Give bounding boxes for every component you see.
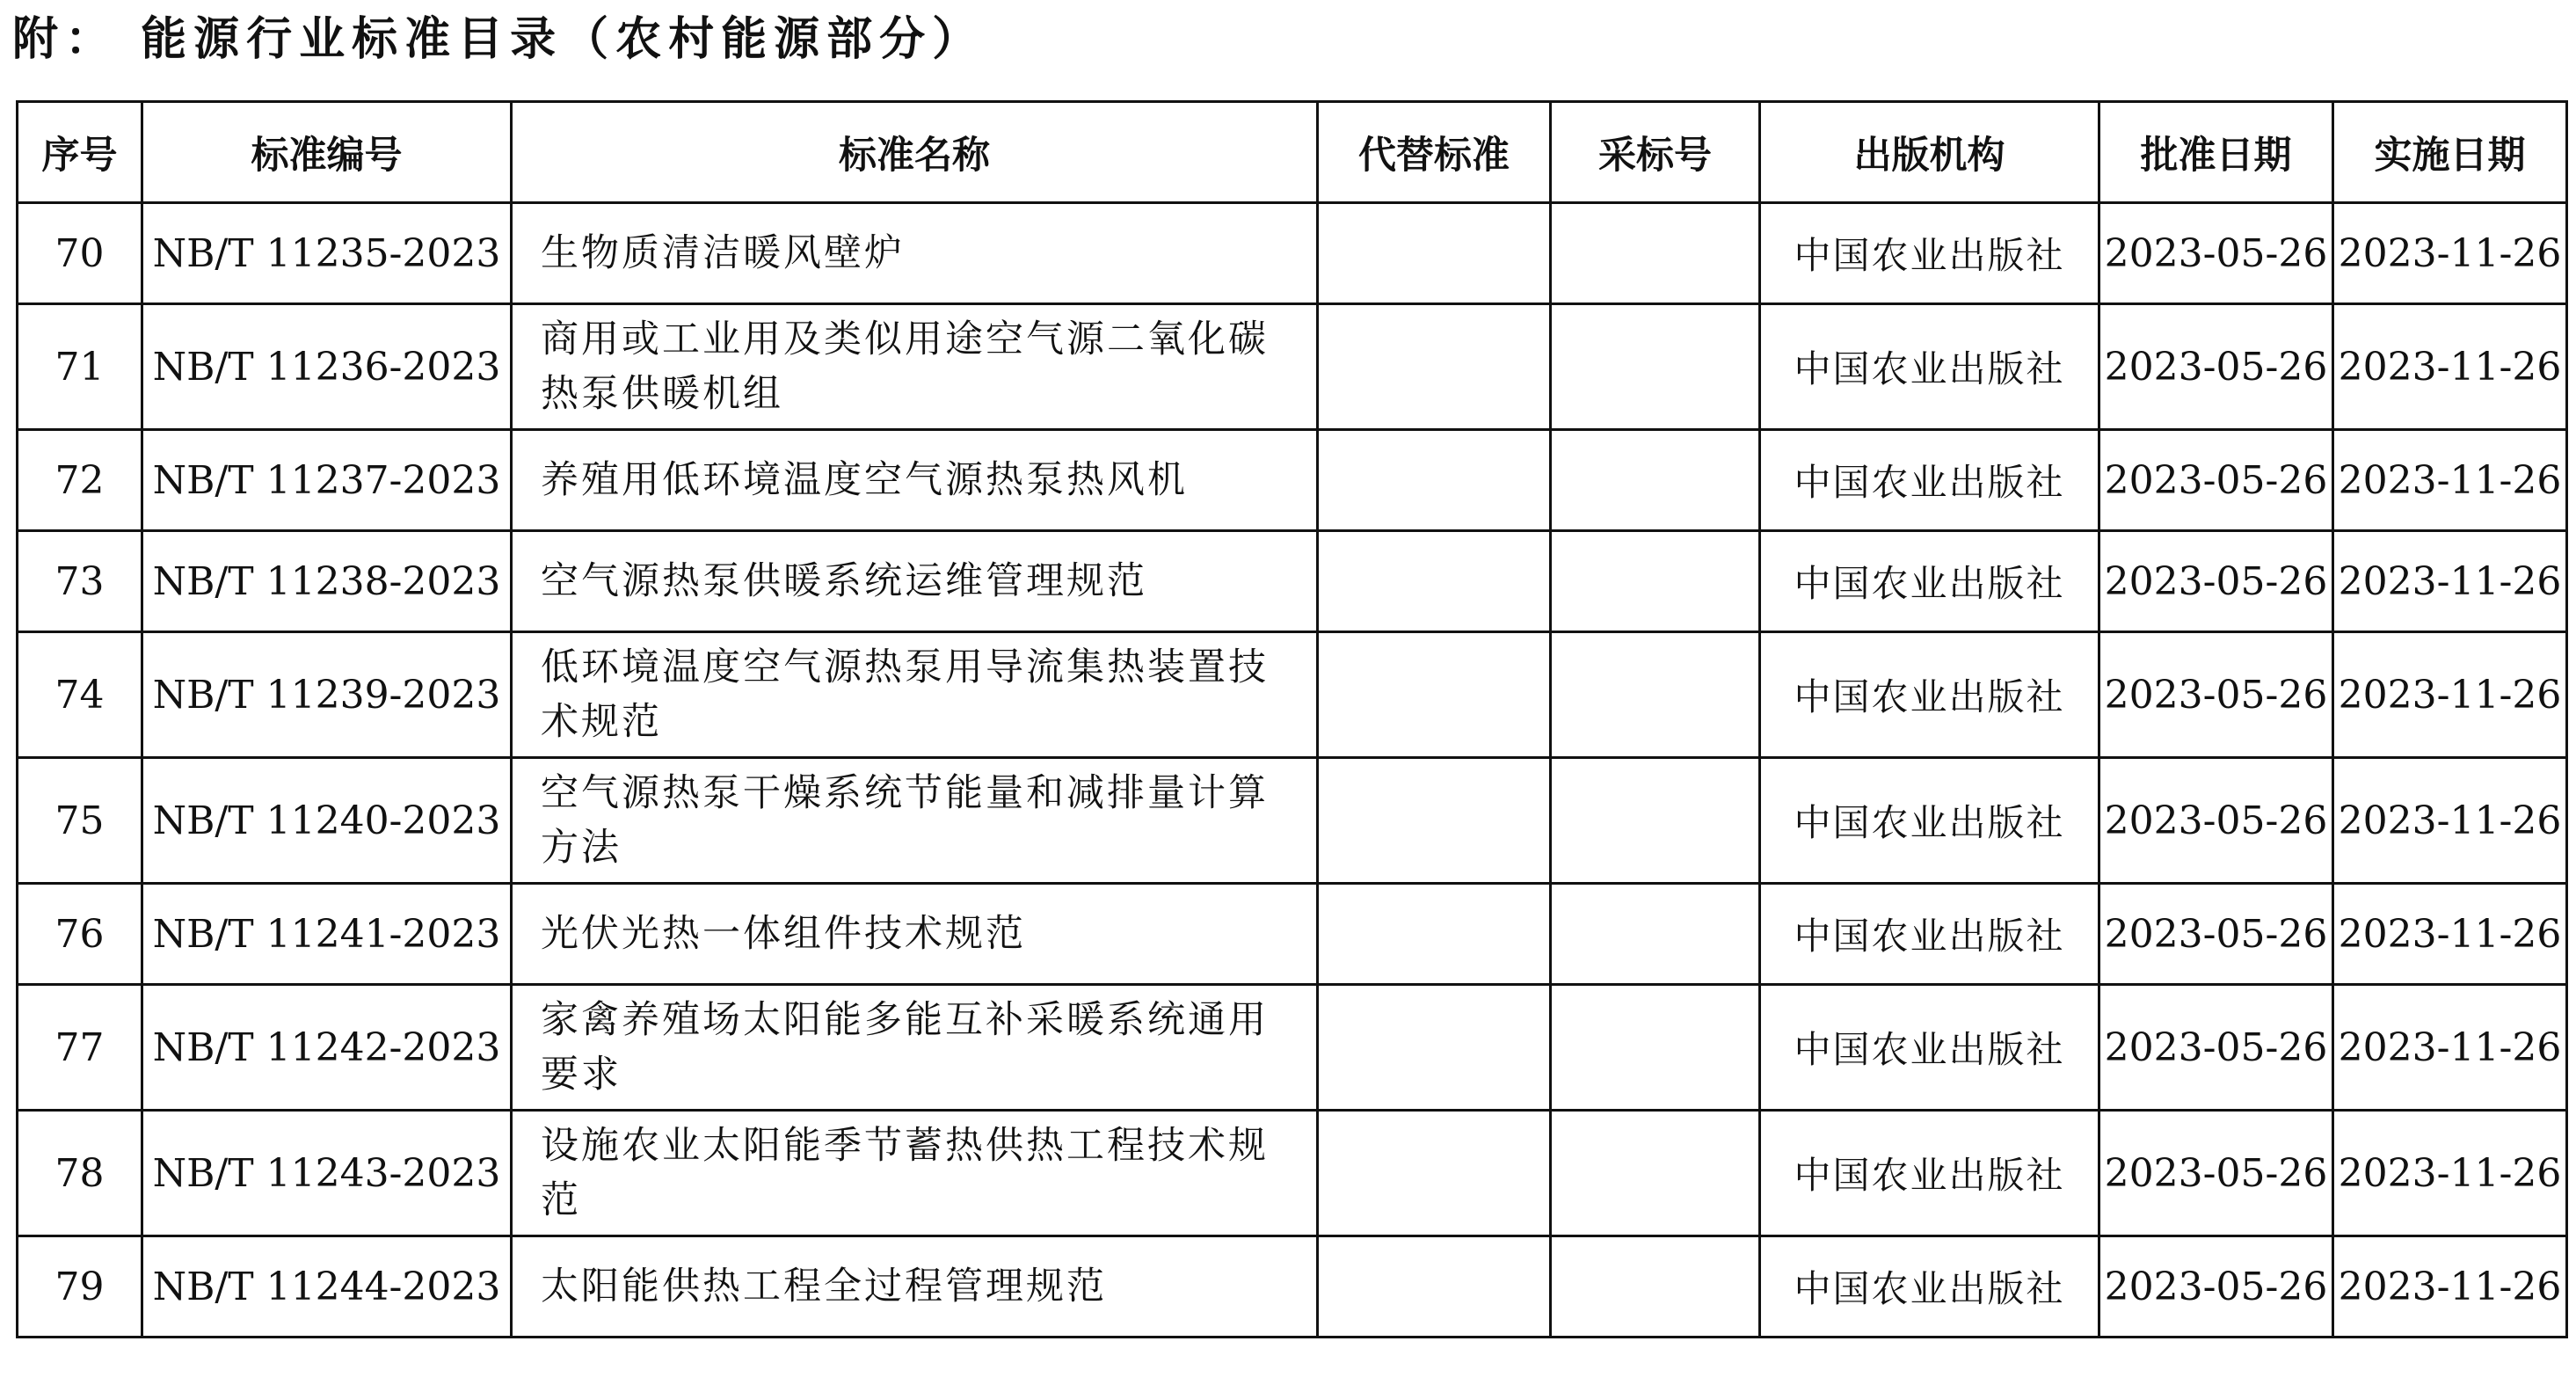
cell-standard-code: NB/T 11239-2023 [142, 632, 512, 758]
cell-publisher: 中国农业出版社 [1760, 985, 2099, 1111]
cell-effective-date: 2023-11-26 [2333, 203, 2567, 304]
cell-standard-code: NB/T 11243-2023 [142, 1111, 512, 1236]
table-row [18, 304, 2567, 430]
cell-adopted-no [1551, 884, 1760, 985]
cell-effective-date: 2023-11-26 [2333, 985, 2567, 1111]
cell-serial-no: 73 [18, 531, 142, 632]
cell-adopted-no [1551, 985, 1760, 1111]
cell-effective-date: 2023-11-26 [2333, 1236, 2567, 1338]
cell-adopted-no [1551, 430, 1760, 531]
cell-standard-name: 家禽养殖场太阳能多能互补采暖系统通用要求 [512, 985, 1318, 1111]
header-effective-date: 实施日期 [2333, 102, 2567, 203]
header-approval-date: 批准日期 [2099, 102, 2333, 203]
cell-replaces [1318, 632, 1551, 758]
header-replaces: 代替标准 [1318, 102, 1551, 203]
page-title: 附： 能源行业标准目录（农村能源部分） [12, 13, 986, 66]
cell-effective-date: 2023-11-26 [2333, 430, 2567, 531]
cell-replaces [1318, 985, 1551, 1111]
cell-standard-name: 太阳能供热工程全过程管理规范 [512, 1236, 1318, 1338]
cell-publisher: 中国农业出版社 [1760, 758, 2099, 884]
cell-standard-code: NB/T 11242-2023 [142, 985, 512, 1111]
cell-standard-code: NB/T 11238-2023 [142, 531, 512, 632]
cell-standard-code: NB/T 11235-2023 [142, 203, 512, 304]
header-adopted-no: 采标号 [1551, 102, 1760, 203]
cell-standard-code: NB/T 11236-2023 [142, 304, 512, 430]
header-serial-no: 序号 [18, 102, 142, 203]
table-row [18, 985, 2567, 1111]
cell-replaces [1318, 430, 1551, 531]
table-row [18, 632, 2567, 758]
cell-standard-name: 设施农业太阳能季节蓄热供热工程技术规范 [512, 1111, 1318, 1236]
table-row [18, 203, 2567, 304]
table-row [18, 1236, 2567, 1338]
cell-standard-code: NB/T 11241-2023 [142, 884, 512, 985]
header-publisher: 出版机构 [1760, 102, 2099, 203]
cell-approval-date: 2023-05-26 [2099, 203, 2333, 304]
table-row [18, 430, 2567, 531]
cell-publisher: 中国农业出版社 [1760, 884, 2099, 985]
cell-approval-date: 2023-05-26 [2099, 430, 2333, 531]
cell-adopted-no [1551, 1111, 1760, 1236]
table-row [18, 531, 2567, 632]
cell-effective-date: 2023-11-26 [2333, 531, 2567, 632]
cell-serial-no: 70 [18, 203, 142, 304]
cell-approval-date: 2023-05-26 [2099, 632, 2333, 758]
cell-adopted-no [1551, 1236, 1760, 1338]
cell-adopted-no [1551, 758, 1760, 884]
cell-standard-name: 光伏光热一体组件技术规范 [512, 884, 1318, 985]
cell-serial-no: 71 [18, 304, 142, 430]
cell-standard-code: NB/T 11240-2023 [142, 758, 512, 884]
cell-serial-no: 79 [18, 1236, 142, 1338]
cell-serial-no: 77 [18, 985, 142, 1111]
cell-standard-code: NB/T 11237-2023 [142, 430, 512, 531]
cell-effective-date: 2023-11-26 [2333, 758, 2567, 884]
cell-replaces [1318, 758, 1551, 884]
header-standard-code: 标准编号 [142, 102, 512, 203]
cell-adopted-no [1551, 304, 1760, 430]
cell-replaces [1318, 304, 1551, 430]
cell-approval-date: 2023-05-26 [2099, 531, 2333, 632]
table-header-row [18, 102, 2567, 203]
cell-standard-name: 空气源热泵供暖系统运维管理规范 [512, 531, 1318, 632]
cell-replaces [1318, 1236, 1551, 1338]
cell-publisher: 中国农业出版社 [1760, 531, 2099, 632]
cell-publisher: 中国农业出版社 [1760, 632, 2099, 758]
cell-serial-no: 76 [18, 884, 142, 985]
cell-approval-date: 2023-05-26 [2099, 1111, 2333, 1236]
cell-replaces [1318, 531, 1551, 632]
cell-serial-no: 75 [18, 758, 142, 884]
cell-effective-date: 2023-11-26 [2333, 1111, 2567, 1236]
table-row [18, 884, 2567, 985]
cell-standard-code: NB/T 11244-2023 [142, 1236, 512, 1338]
cell-standard-name: 养殖用低环境温度空气源热泵热风机 [512, 430, 1318, 531]
standards-table [16, 100, 2568, 1338]
cell-approval-date: 2023-05-26 [2099, 758, 2333, 884]
cell-publisher: 中国农业出版社 [1760, 1236, 2099, 1338]
table-row [18, 1111, 2567, 1236]
cell-effective-date: 2023-11-26 [2333, 304, 2567, 430]
cell-publisher: 中国农业出版社 [1760, 430, 2099, 531]
cell-standard-name: 商用或工业用及类似用途空气源二氧化碳热泵供暖机组 [512, 304, 1318, 430]
table-row [18, 758, 2567, 884]
cell-publisher: 中国农业出版社 [1760, 304, 2099, 430]
cell-standard-name: 生物质清洁暖风壁炉 [512, 203, 1318, 304]
cell-adopted-no [1551, 203, 1760, 304]
cell-publisher: 中国农业出版社 [1760, 1111, 2099, 1236]
cell-effective-date: 2023-11-26 [2333, 884, 2567, 985]
cell-approval-date: 2023-05-26 [2099, 884, 2333, 985]
cell-replaces [1318, 203, 1551, 304]
cell-adopted-no [1551, 531, 1760, 632]
cell-publisher: 中国农业出版社 [1760, 203, 2099, 304]
cell-replaces [1318, 884, 1551, 985]
cell-effective-date: 2023-11-26 [2333, 632, 2567, 758]
cell-replaces [1318, 1111, 1551, 1236]
cell-serial-no: 72 [18, 430, 142, 531]
cell-adopted-no [1551, 632, 1760, 758]
header-standard-name: 标准名称 [512, 102, 1318, 203]
cell-approval-date: 2023-05-26 [2099, 1236, 2333, 1338]
cell-standard-name: 低环境温度空气源热泵用导流集热装置技术规范 [512, 632, 1318, 758]
cell-approval-date: 2023-05-26 [2099, 985, 2333, 1111]
cell-serial-no: 78 [18, 1111, 142, 1236]
cell-standard-name: 空气源热泵干燥系统节能量和减排量计算方法 [512, 758, 1318, 884]
cell-approval-date: 2023-05-26 [2099, 304, 2333, 430]
cell-serial-no: 74 [18, 632, 142, 758]
